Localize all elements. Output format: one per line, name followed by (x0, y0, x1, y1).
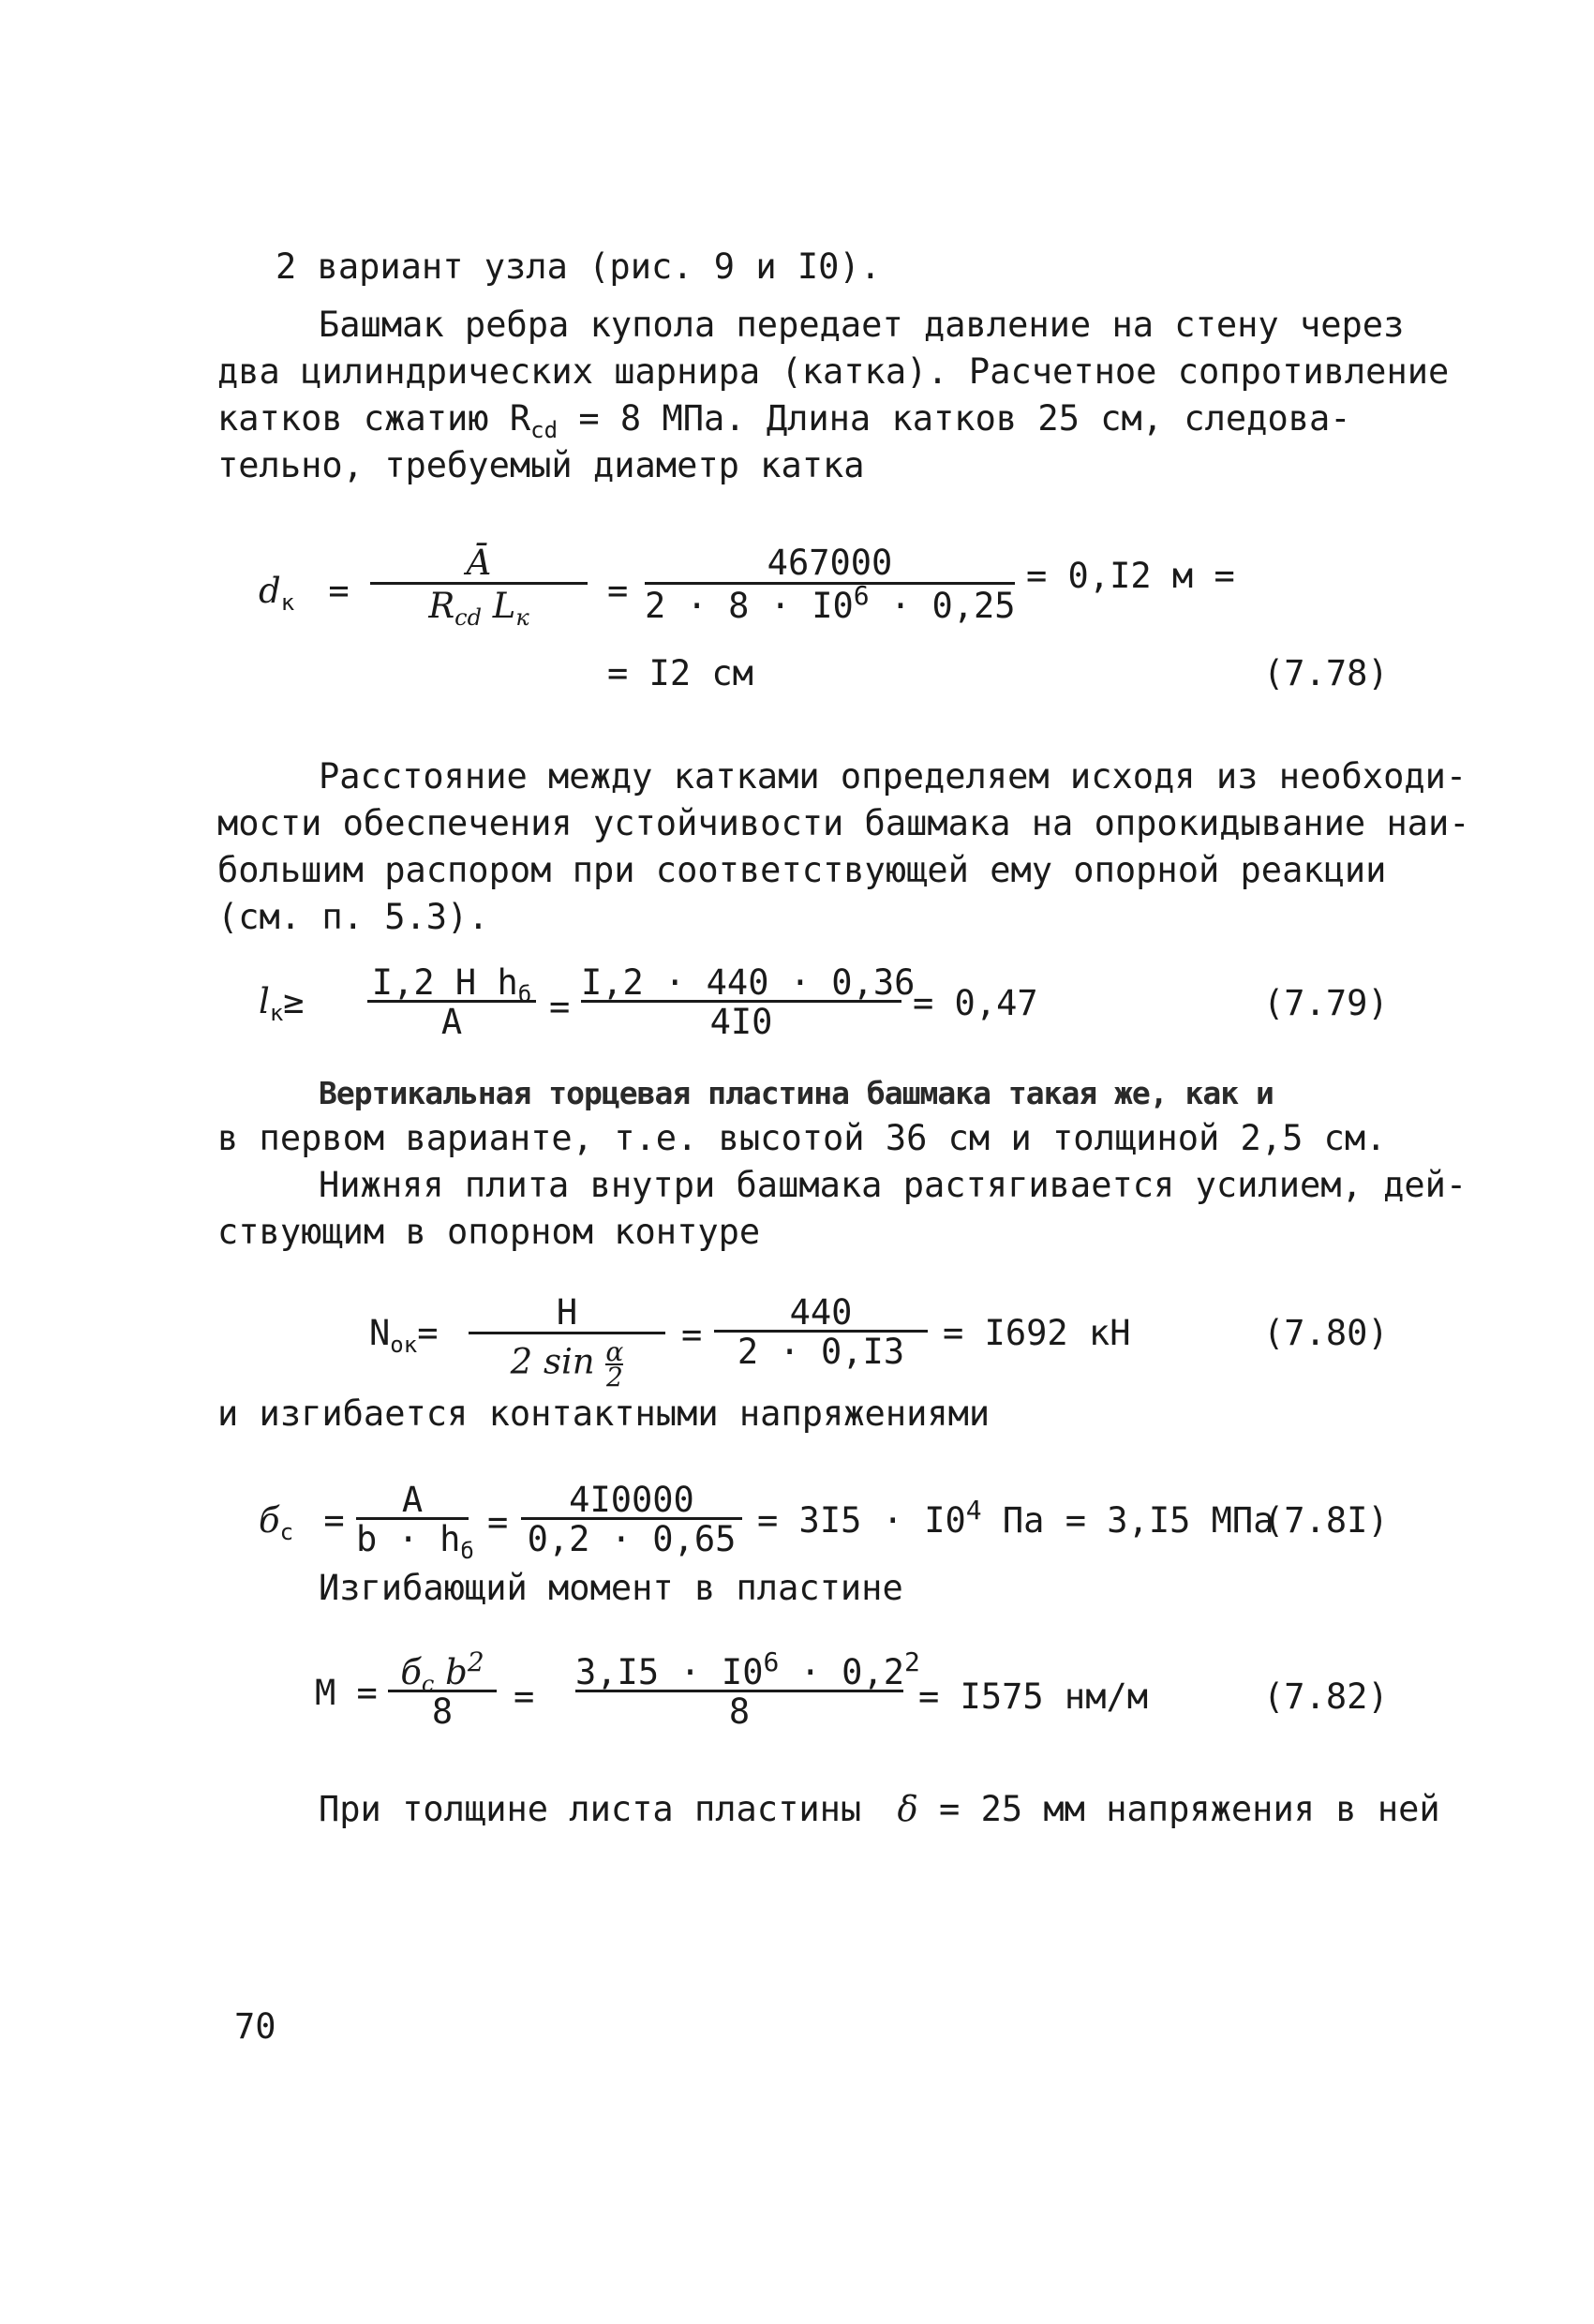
eq779-fraction1: I,2 H $h_б$ A (367, 965, 536, 1039)
para6-line: При толщине листа пластины δ = 25 мм напряжения в ней (319, 1789, 1440, 1829)
eq780-fraction2: 440 2 · 0,I3 (714, 1295, 928, 1369)
eq782-number: (7.82) (1263, 1676, 1389, 1717)
para2-line1: Расстояние между катками определяем исходя из необходи- (319, 756, 1467, 797)
para1-line4: тельно, требуемый диаметр катка (217, 445, 865, 485)
rcd-symbol: $R_{cd}$ (509, 398, 559, 443)
eq781-equals: = (487, 1502, 509, 1542)
para1-line1: Башмак ребра купола передает давление на стену через (319, 305, 1405, 345)
section-heading: 2 вариант узла (рис. 9 и I0). (276, 246, 882, 287)
eq780-equals: = (681, 1315, 703, 1355)
eq781-fraction2: 4I0000 0,2 · 0,65 (521, 1482, 742, 1557)
eq781-fraction1: A $b \cdot h_б$ (356, 1480, 474, 1564)
eq780-lhs: $N_{ок}=$ (369, 1313, 439, 1358)
eq781-result: = $3I5 \cdot I0^4$ Па = 3,I5 МПа (757, 1495, 1274, 1541)
eq779-fraction2: I,2 · 440 · 0,36 4I0 (581, 962, 916, 1042)
eq781-lhs: $б_c$ = (259, 1500, 345, 1545)
eq782-result: = I575 нм/м (918, 1676, 1149, 1717)
para1-line3 (217, 398, 1351, 443)
para3-line4: ствующим в опорном контуре (217, 1212, 761, 1252)
para1-line3-start: катков сжатию (217, 398, 489, 439)
eq782-fraction2: $3,I5 \cdot I0^6 \cdot 0,2^2$ 8 (575, 1646, 920, 1732)
para3-line3: Нижняя плита внутри башмака растягивается усилием, дей- (319, 1165, 1467, 1205)
eq780-result: = I692 кН (943, 1313, 1131, 1353)
para2-line4: (см. п. 5.3). (217, 897, 489, 937)
eq778-fraction2: 467000 $2 \cdot 8 \cdot I0^6 \cdot 0,25$ (645, 543, 1016, 626)
eq779-lhs: $l_к\ge$ (259, 981, 305, 1026)
eq779-number: (7.79) (1263, 983, 1389, 1023)
eq779-equals: = (549, 987, 571, 1027)
para1-line3-end: = 8 МПа. Длина катков 25 см, следова- (578, 398, 1351, 439)
para4-line: и изгибается контактными напряжениями (217, 1393, 991, 1434)
eq779-result: = 0,47 (913, 983, 1038, 1023)
para1-line2: два цилиндрических шарнира (катка). Расчетное сопротивление (217, 351, 1450, 392)
para2-line2: мости обеспечения устойчивости башмака на опрокидывание наи- (217, 803, 1470, 843)
eq780-number: (7.80) (1263, 1313, 1389, 1353)
eq782-fraction1: $б_c$ $b^2$ 8 (388, 1655, 497, 1729)
eq778-equals: = (607, 571, 629, 611)
eq778-fraction1: Ā $R_{cd}$ $L_к$ (370, 545, 588, 623)
para5-line: Изгибающий момент в пластине (319, 1568, 903, 1608)
para2-line3: большим распором при соответствующей ему опорной реакции (217, 850, 1387, 890)
para3-line2: в первом варианте, т.е. высотой 36 см и толщиной 2,5 см. (217, 1118, 1387, 1158)
eq780-fraction1: H 2 sin $\frac{\alpha}{2}$ (469, 1295, 665, 1389)
para3-line1: Вертикальная торцевая пластина башмака такая же, как и (319, 1075, 1274, 1111)
eq778-result1: = 0,I2 м = (1026, 556, 1235, 596)
eq778-result2: = I2 см (607, 653, 753, 693)
page-number: 70 (234, 2006, 276, 2047)
eq778-number: (7.78) (1263, 653, 1389, 693)
eq782-lhs: M = (315, 1673, 378, 1713)
eq778-lhs: $d_к$ = (259, 571, 350, 616)
eq781-number: (7.8I) (1263, 1500, 1389, 1541)
eq782-equals: = (514, 1676, 535, 1717)
